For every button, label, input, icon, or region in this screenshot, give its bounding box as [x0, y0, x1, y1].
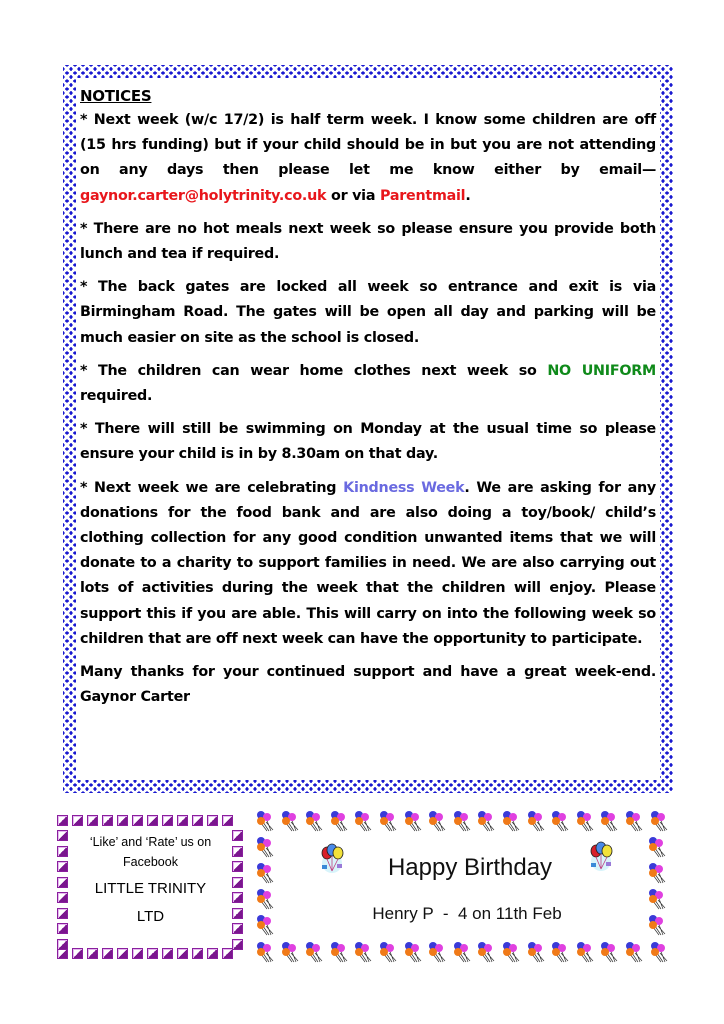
balloon-icon [255, 941, 275, 963]
border-tile-icon [147, 948, 158, 959]
border-tile-icon [162, 948, 173, 959]
balloon-border-top [255, 810, 669, 832]
border-tile-icon [117, 815, 128, 826]
balloon-icon [353, 941, 373, 963]
border-tile-icon [57, 877, 68, 888]
border-tile-icon [232, 939, 243, 950]
notice-text: . We are asking for any donations for the food bank and are also doing a toy/book/ child’s clothing collection for any good condition unwanted items that we will donate to a charity to support families in need. We are also carrying out lots of activities during the week that the children will enjoy. Please support this if you are able. This will carry on into the following week so children that are off next week can have the opportunity to participate. [80, 479, 656, 647]
border-tile-icon [117, 948, 128, 959]
balloon-icon [649, 810, 669, 832]
balloon-icon [427, 810, 447, 832]
facebook-line2: Facebook [123, 855, 178, 869]
notice-hot-meals: * There are no hot meals next week so please ensure you provide both lunch and tea if required. [80, 220, 656, 263]
birthday-box [255, 810, 671, 970]
border-tile-icon [222, 948, 233, 959]
border-tile-icon [162, 815, 173, 826]
border-tile-icon [192, 815, 203, 826]
facebook-box [57, 815, 244, 959]
border-tile-icon [147, 815, 158, 826]
balloon-icon [526, 810, 546, 832]
balloon-icon [304, 941, 324, 963]
border-tile-icon [57, 939, 68, 950]
balloon-icon [255, 810, 275, 832]
border-tile-icon [132, 815, 143, 826]
border-tile-icon [57, 830, 68, 841]
balloon-icon [476, 810, 496, 832]
notice-half-term [80, 108, 656, 209]
border-tile-icon [72, 948, 83, 959]
balloon-icon [501, 810, 521, 832]
border-tile-icon [232, 892, 243, 903]
email-link[interactable]: gaynor.carter@holytrinity.co.uk [80, 187, 327, 204]
notice-text: * Next week we are celebrating [80, 479, 344, 496]
notices-heading: NOTICES [80, 87, 152, 105]
border-tile-icon [87, 815, 98, 826]
border-tile-icon [177, 948, 188, 959]
tile-border-right [232, 830, 243, 950]
tile-border-bottom [57, 948, 233, 959]
notice-swimming: * There will still be swimming on Monday at the usual time so please ensure your child is in by 8.30am on that day. [80, 421, 656, 463]
border-tile-icon [232, 923, 243, 934]
balloon-icon [624, 941, 644, 963]
tile-border-top [57, 815, 233, 826]
border-tile-icon [57, 892, 68, 903]
balloon-icon [501, 941, 521, 963]
birthday-title: Happy Birthday [387, 854, 553, 881]
balloon-icon [649, 941, 669, 963]
border-tile-icon [57, 846, 68, 857]
balloon-icon [353, 810, 373, 832]
balloon-icon [526, 941, 546, 963]
balloon-icon [624, 810, 644, 832]
balloon-icon [550, 941, 570, 963]
notice-text: * Next week (w/c 17/2) is half term week. I know some children are off (15 hrs funding) but if your child should be in but you are not attending on any days then please let me know either by email— [80, 112, 656, 179]
balloon-icon [575, 941, 595, 963]
tile-border-left [57, 830, 68, 950]
border-tile-icon [222, 815, 233, 826]
balloon-icon [575, 810, 595, 832]
border-tile-icon [57, 815, 68, 826]
border-tile-icon [57, 908, 68, 919]
border-tile-icon [232, 877, 243, 888]
notice-text: . [465, 187, 471, 204]
balloon-icon [476, 941, 496, 963]
notice-uniform [80, 359, 656, 409]
border-tile-icon [232, 846, 243, 857]
notice-text: required. [80, 388, 153, 405]
parentmail-link[interactable]: Parentmail [379, 187, 466, 204]
balloon-icon [452, 941, 472, 963]
border-tile-icon [132, 948, 143, 959]
border-tile-icon [177, 815, 188, 826]
no-uniform-highlight: NO UNIFORM [547, 362, 656, 379]
notice-kindness-week [80, 476, 656, 652]
notice-signoff: Many thanks for your continued support and have a great week-end. Gaynor Carter [80, 664, 656, 706]
balloon-icon [599, 810, 619, 832]
balloon-icon [599, 941, 619, 963]
company-name-line1: LITTLE TRINITY [94, 880, 207, 897]
border-tile-icon [87, 948, 98, 959]
border-tile-icon [207, 815, 218, 826]
notices-panel [76, 78, 660, 780]
border-tile-icon [102, 948, 113, 959]
balloon-icon [280, 810, 300, 832]
border-tile-icon [207, 948, 218, 959]
border-tile-icon [57, 861, 68, 872]
border-tile-icon [72, 815, 83, 826]
kindness-week-highlight: Kindness Week [343, 479, 465, 496]
border-tile-icon [232, 861, 243, 872]
balloon-icon [280, 941, 300, 963]
facebook-line1: ‘Like’ and ‘Rate’ us on [89, 835, 212, 849]
balloon-icon [403, 810, 423, 832]
notice-text: or via [326, 187, 380, 204]
border-tile-icon [57, 923, 68, 934]
balloon-icon [378, 810, 398, 832]
balloon-icon [329, 810, 349, 832]
border-tile-icon [102, 815, 113, 826]
balloon-icon [304, 810, 324, 832]
notices-border [63, 65, 673, 793]
balloon-icon [329, 941, 349, 963]
balloon-icon [452, 810, 472, 832]
balloon-icon [550, 810, 570, 832]
company-name-line2: LTD [136, 908, 165, 925]
notice-text: * The children can wear home clothes next week so [80, 362, 548, 379]
notice-back-gates: * The back gates are locked all week so entrance and exit is via Birmingham Road. The gates will be open all day and parking will be much easier on site as the school is closed. [80, 279, 656, 346]
border-tile-icon [57, 948, 68, 959]
balloon-icon [378, 941, 398, 963]
birthday-entry: Henry P - 4 on 11th Feb [372, 904, 562, 923]
balloon-icon [403, 941, 423, 963]
balloon-border-bottom [255, 941, 669, 963]
balloon-icon [427, 941, 447, 963]
border-tile-icon [232, 908, 243, 919]
facebook-message [73, 832, 228, 928]
border-tile-icon [232, 830, 243, 841]
border-tile-icon [192, 948, 203, 959]
